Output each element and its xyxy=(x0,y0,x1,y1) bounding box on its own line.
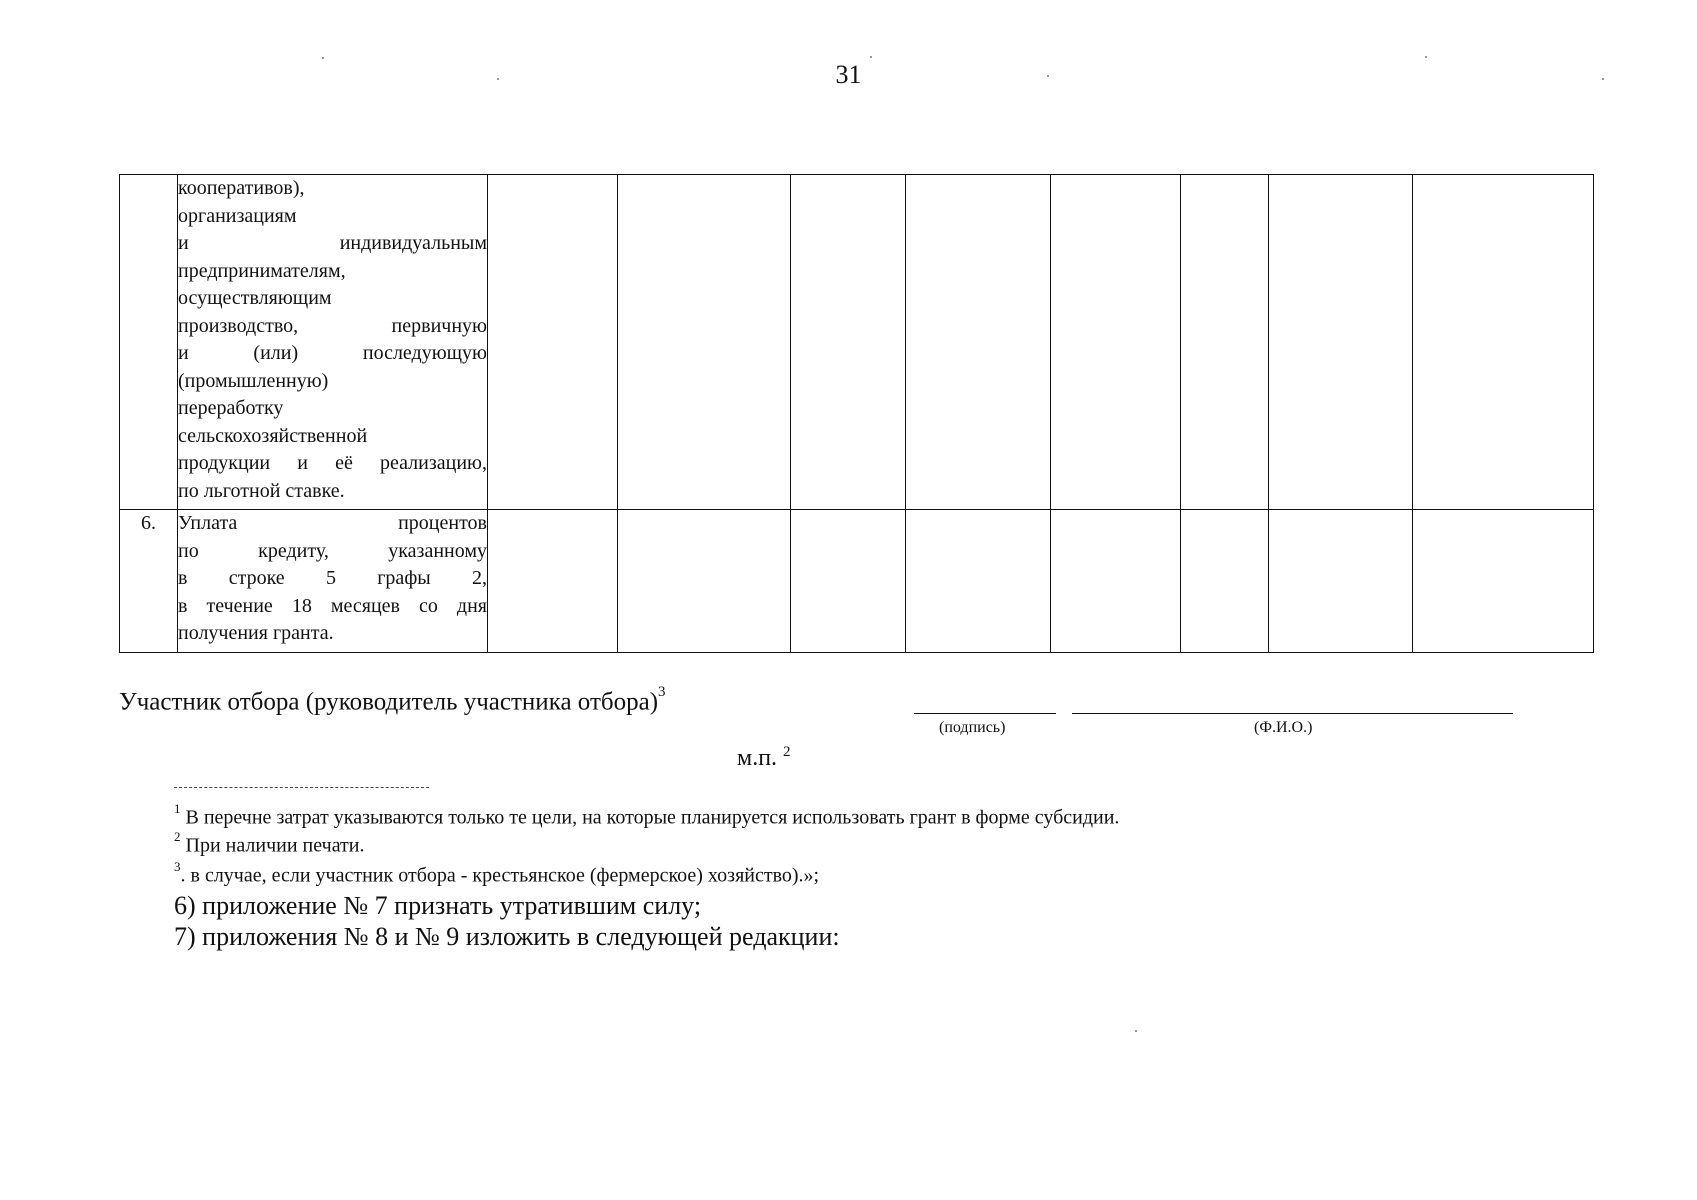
description-line: в течение 18 месяцев со дня xyxy=(178,594,487,617)
description-line: и (или) последующую xyxy=(178,342,487,364)
description-line: (промышленную) xyxy=(178,369,329,392)
empty-cell xyxy=(488,510,618,653)
empty-cell xyxy=(906,510,1051,653)
empty-cell xyxy=(1413,510,1594,653)
footnote xyxy=(174,859,820,888)
signer-text: Участник отбора (руководитель участника отбора) xyxy=(119,688,659,716)
description-line: по льготной ставке. xyxy=(178,479,345,502)
empty-cell xyxy=(618,510,791,653)
empty-cell xyxy=(488,175,618,510)
description-line: предпринимателям, xyxy=(178,259,346,282)
empty-cell xyxy=(791,175,906,510)
empty-cell xyxy=(1051,510,1181,653)
table-row xyxy=(120,510,1594,653)
description-line: кооперативов), xyxy=(178,177,305,199)
description-line: производство, первичную xyxy=(178,314,487,337)
description-line: Уплата процентов xyxy=(178,512,487,534)
scan-speck xyxy=(322,57,324,59)
description-line: сельскохозяйственной xyxy=(178,424,368,447)
empty-cell xyxy=(1051,175,1181,510)
footnote xyxy=(174,829,365,858)
empty-cell xyxy=(791,510,906,653)
footnote xyxy=(174,801,1120,830)
row-description xyxy=(178,510,488,653)
empty-cell xyxy=(1413,175,1594,510)
description-line: и индивидуальным xyxy=(178,232,487,254)
description-line: по кредиту, указанному xyxy=(178,539,487,562)
page-number: 31 xyxy=(835,60,862,89)
stamp-text: м.п. xyxy=(737,745,778,771)
stamp-label xyxy=(737,744,791,772)
amendment-item: 7) приложения № 8 и № 9 изложить в следующей редакции: xyxy=(174,922,840,951)
description-line: организациям xyxy=(178,204,297,227)
row-number: 6. xyxy=(120,510,178,653)
scan-speck xyxy=(1602,78,1604,80)
name-caption: (Ф.И.О.) xyxy=(1254,719,1313,736)
empty-cell xyxy=(618,175,791,510)
signer-label xyxy=(119,684,666,716)
description-line: осуществляющим xyxy=(178,287,332,309)
scan-speck xyxy=(1047,75,1049,77)
footnote-text: . в случае, если участник отбора - крестьянское (фермерское) хозяйство).»; xyxy=(180,864,820,887)
footnote-ref: 3 xyxy=(658,684,666,700)
signature-caption: (подпись) xyxy=(939,719,1006,736)
description-line: получения гранта. xyxy=(178,622,334,644)
footnote-ref: 2 xyxy=(783,744,791,760)
footnote-mark: 2 xyxy=(174,829,181,844)
empty-cell xyxy=(1181,510,1269,653)
scan-speck xyxy=(870,56,872,58)
description-line: продукции и её реализацию, xyxy=(178,452,487,474)
scan-speck xyxy=(497,78,499,80)
scan-speck xyxy=(1135,1030,1137,1032)
footnote-separator xyxy=(174,787,429,788)
empty-cell xyxy=(906,175,1051,510)
name-line xyxy=(1072,713,1513,714)
empty-cell xyxy=(1269,175,1413,510)
empty-cell xyxy=(1181,175,1269,510)
signature-line xyxy=(914,713,1056,714)
footnote-text: При наличии печати. xyxy=(180,834,365,857)
scan-speck xyxy=(1425,56,1427,58)
footnote-mark: 1 xyxy=(174,801,181,816)
expenses-table xyxy=(119,174,1594,653)
footnote-mark: 3 xyxy=(174,859,181,874)
description-line: в строке 5 графы 2, xyxy=(178,567,487,589)
row-number xyxy=(120,175,178,510)
description-line: переработку xyxy=(178,397,284,419)
empty-cell xyxy=(1269,510,1413,653)
amendment-item: 6) приложение № 7 признать утратившим силу; xyxy=(174,891,702,920)
row-description xyxy=(178,175,488,510)
table-row xyxy=(120,175,1594,510)
footnote-text: В перечне затрат указываются только те цели, на которые планируется использовать грант в форме субсидии. xyxy=(180,806,1120,829)
